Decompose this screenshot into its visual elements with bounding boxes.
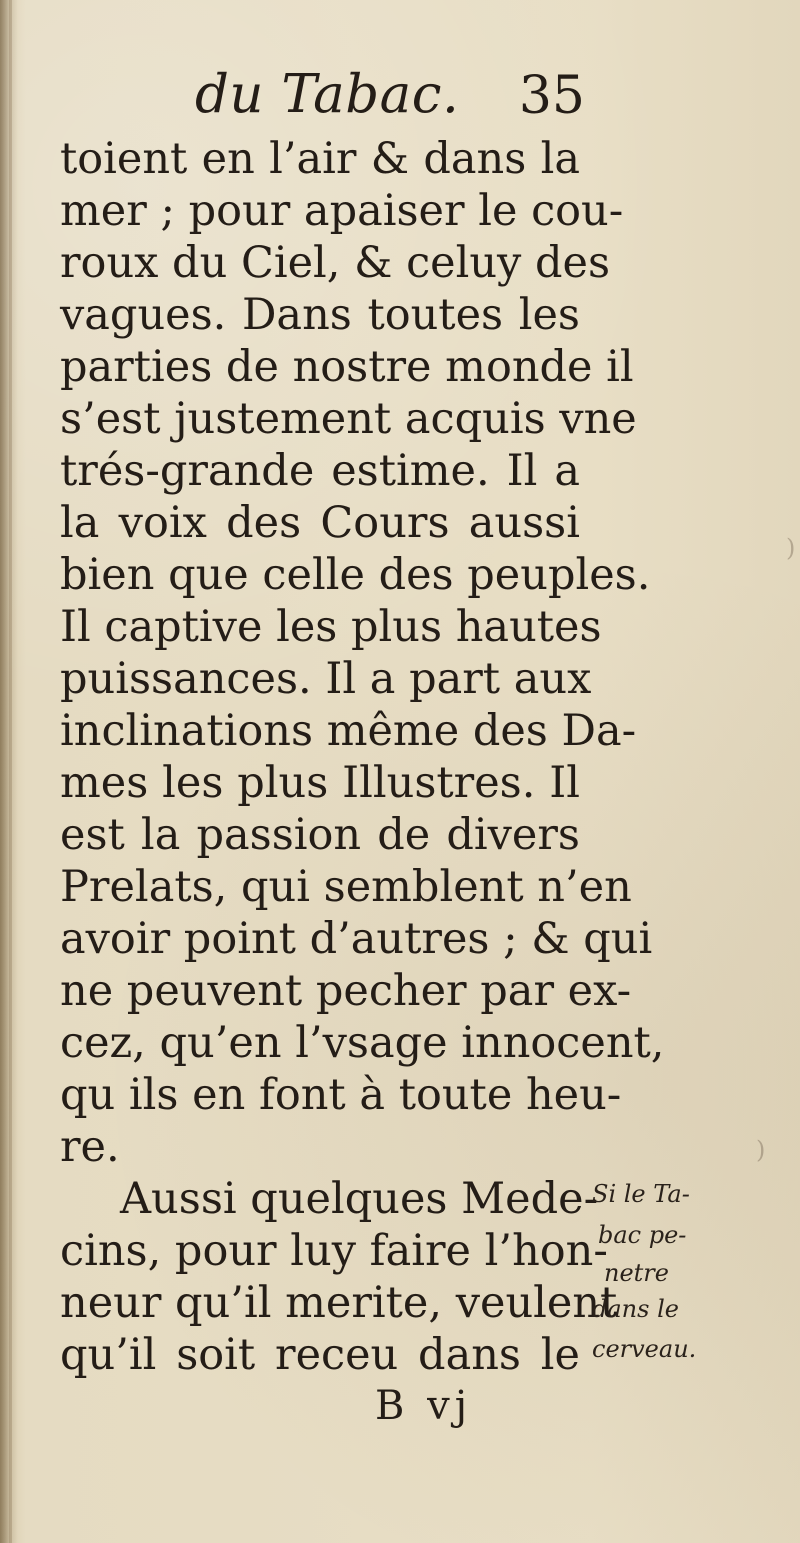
text-line-2: mer ; pour apaiser le cou- — [60, 186, 624, 236]
page-number: 35 — [518, 66, 585, 126]
running-title: du Tabac. — [195, 64, 460, 125]
page-edge — [9, 0, 12, 1543]
text-line-17: ne peuvent pecher par ex- — [60, 966, 632, 1016]
margin-note-line-3: netre — [604, 1259, 669, 1287]
text-line-24: qu’il soit receu dans le — [60, 1330, 580, 1380]
text-line-13: mes les plus Illustres. Il — [60, 758, 580, 808]
text-line-19: qu ils en font à toute heu- — [60, 1070, 622, 1120]
text-line-12: inclinations même des Da- — [60, 706, 637, 756]
text-line-14: est la passion de divers — [60, 810, 580, 860]
text-line-7: trés-grande estime. Il a — [60, 446, 580, 496]
text-line-10: Il captive les plus hautes — [60, 602, 602, 652]
margin-note-line-5: cerveau. — [592, 1335, 697, 1363]
margin-note-line-4: dans le — [592, 1295, 679, 1323]
page-header — [195, 64, 585, 138]
text-line-4: vagues. Dans toutes les — [60, 290, 580, 340]
text-line-1: toient en l’air & dans la — [60, 134, 580, 184]
text-line-23: neur qu’il merite, veulent — [60, 1278, 618, 1328]
text-line-11: puissances. Il a part aux — [60, 654, 592, 704]
text-line-15: Prelats, qui semblent n’en — [60, 862, 632, 912]
paper-mark-right-lower: ) — [756, 1136, 766, 1164]
margin-note-line-1: Si le Ta- — [592, 1180, 690, 1208]
text-line-5: parties de nostre monde il — [60, 342, 634, 392]
text-line-18: cez, qu’en l’vsage innocent, — [60, 1018, 665, 1068]
text-line-16: avoir point d’autres ; & qui — [60, 914, 653, 964]
text-line-3: roux du Ciel, & celuy des — [60, 238, 611, 288]
text-line-6: s’est justement acquis vne — [60, 394, 637, 444]
text-line-8: la voix des Cours aussi — [60, 498, 580, 548]
margin-note-line-2: bac pe- — [598, 1221, 687, 1249]
text-line-9: bien que celle des peuples. — [60, 550, 651, 600]
text-line-20: re. — [60, 1122, 120, 1172]
text-line-22: cins, pour luy faire l’hon- — [60, 1226, 608, 1276]
signature-mark: B vj — [375, 1383, 473, 1429]
text-line-21: Aussi quelques Mede- — [120, 1174, 599, 1224]
paper-mark-right: ) — [786, 534, 796, 562]
